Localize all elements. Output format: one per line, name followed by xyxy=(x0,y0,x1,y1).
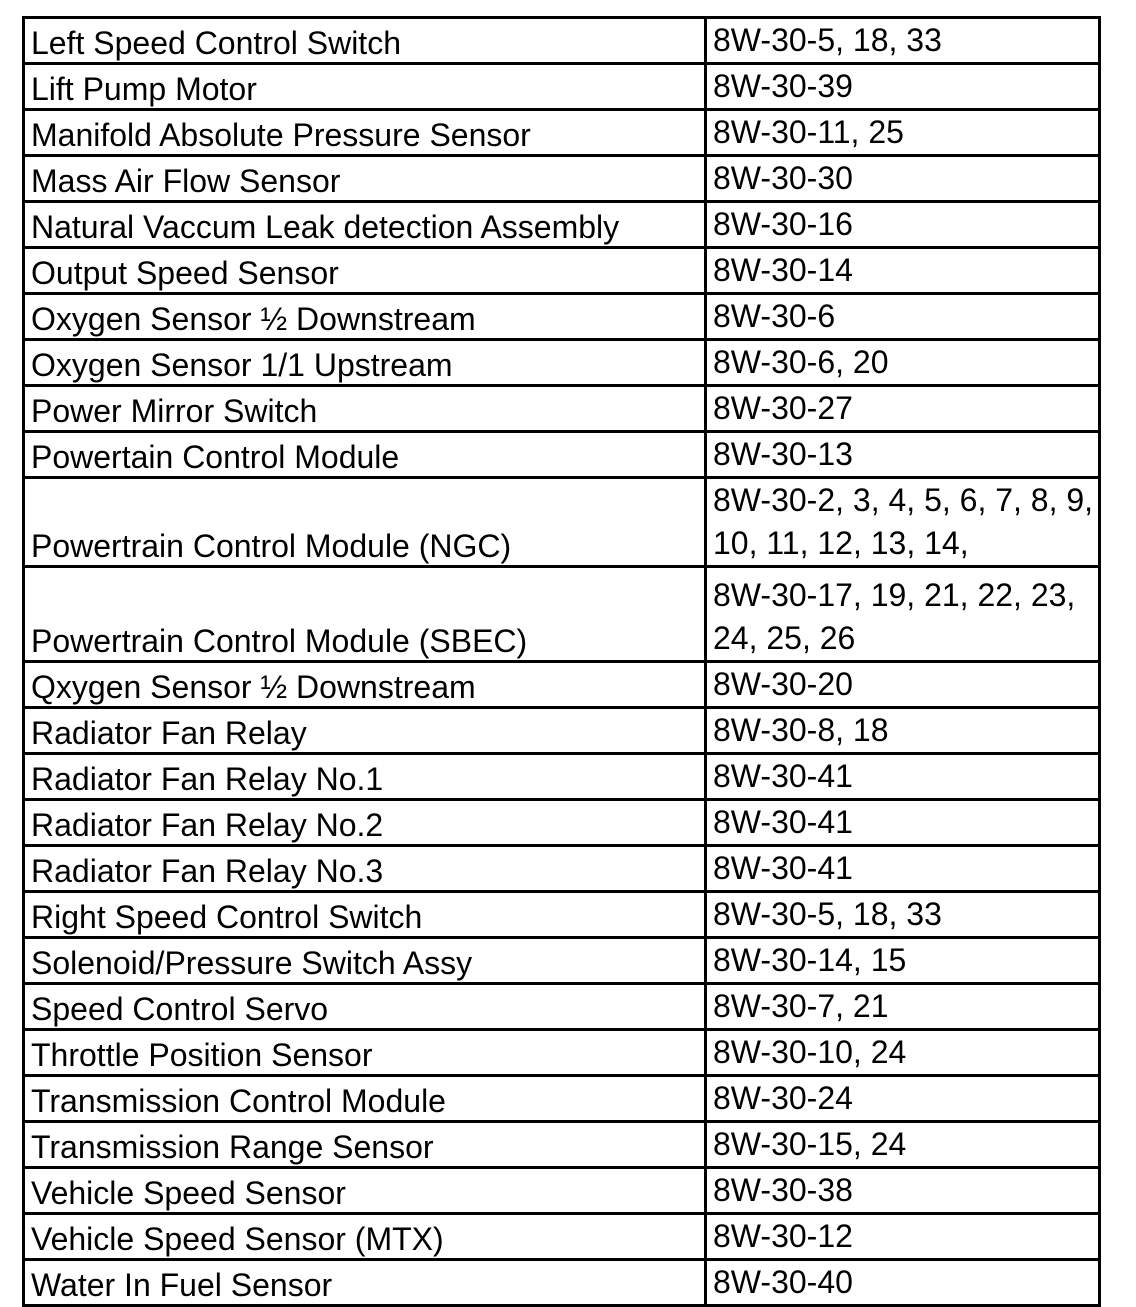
page-reference: 8W-30-15, 24 xyxy=(706,1122,1100,1168)
table-row xyxy=(24,478,1100,567)
table-row xyxy=(24,984,1100,1030)
page-reference: 8W-30-12 xyxy=(706,1214,1100,1260)
table-row xyxy=(24,1168,1100,1214)
table-row xyxy=(24,567,1100,662)
table-row xyxy=(24,340,1100,386)
component-name: Left Speed Control Switch xyxy=(24,18,706,64)
page-reference: 8W-30-14, 15 xyxy=(706,938,1100,984)
table-row xyxy=(24,156,1100,202)
component-name: Powertain Control Module xyxy=(24,432,706,478)
table-row xyxy=(24,432,1100,478)
page-reference: 8W-30-27 xyxy=(706,386,1100,432)
component-name: Vehicle Speed Sensor (MTX) xyxy=(24,1214,706,1260)
component-name: Qxygen Sensor ½ Downstream xyxy=(24,662,706,708)
component-name: Transmission Control Module xyxy=(24,1076,706,1122)
table-row xyxy=(24,1076,1100,1122)
component-name: Solenoid/Pressure Switch Assy xyxy=(24,938,706,984)
table-row xyxy=(24,110,1100,156)
component-name: Radiator Fan Relay xyxy=(24,708,706,754)
table-row xyxy=(24,1122,1100,1168)
component-name: Radiator Fan Relay No.1 xyxy=(24,754,706,800)
component-name: Oxygen Sensor 1/1 Upstream xyxy=(24,340,706,386)
component-name: Manifold Absolute Pressure Sensor xyxy=(24,110,706,156)
table-row xyxy=(24,708,1100,754)
table-row xyxy=(24,662,1100,708)
component-name: Powertrain Control Module (NGC) xyxy=(24,478,706,567)
page-reference: 8W-30-24 xyxy=(706,1076,1100,1122)
page-reference: 8W-30-7, 21 xyxy=(706,984,1100,1030)
page-reference: 8W-30-17, 19, 21, 22, 23, 24, 25, 26 xyxy=(706,567,1100,662)
component-name: Oxygen Sensor ½ Downstream xyxy=(24,294,706,340)
component-index-table xyxy=(22,16,1101,1307)
component-name: Lift Pump Motor xyxy=(24,64,706,110)
table-row xyxy=(24,248,1100,294)
table-row xyxy=(24,294,1100,340)
page-reference: 8W-30-20 xyxy=(706,662,1100,708)
component-name: Power Mirror Switch xyxy=(24,386,706,432)
page-reference: 8W-30-14 xyxy=(706,248,1100,294)
page-reference: 8W-30-5, 18, 33 xyxy=(706,892,1100,938)
page-reference: 8W-30-41 xyxy=(706,800,1100,846)
page-reference: 8W-30-13 xyxy=(706,432,1100,478)
component-name: Radiator Fan Relay No.2 xyxy=(24,800,706,846)
page-reference: 8W-30-11, 25 xyxy=(706,110,1100,156)
component-name: Natural Vaccum Leak detection Assembly xyxy=(24,202,706,248)
component-name: Water In Fuel Sensor xyxy=(24,1260,706,1306)
page-reference: 8W-30-10, 24 xyxy=(706,1030,1100,1076)
page-reference: 8W-30-41 xyxy=(706,754,1100,800)
component-name: Powertrain Control Module (SBEC) xyxy=(24,567,706,662)
table-row xyxy=(24,754,1100,800)
table-row xyxy=(24,386,1100,432)
component-name: Right Speed Control Switch xyxy=(24,892,706,938)
component-name: Throttle Position Sensor xyxy=(24,1030,706,1076)
page-reference: 8W-30-39 xyxy=(706,64,1100,110)
component-name: Mass Air Flow Sensor xyxy=(24,156,706,202)
page-reference: 8W-30-16 xyxy=(706,202,1100,248)
component-name: Speed Control Servo xyxy=(24,984,706,1030)
table-row xyxy=(24,938,1100,984)
component-name: Transmission Range Sensor xyxy=(24,1122,706,1168)
page-reference: 8W-30-2, 3, 4, 5, 6, 7, 8, 9, 10, 11, 12, 13, 14, xyxy=(706,478,1100,567)
table-row xyxy=(24,202,1100,248)
table-row xyxy=(24,64,1100,110)
page-reference: 8W-30-41 xyxy=(706,846,1100,892)
table-row xyxy=(24,892,1100,938)
table-row xyxy=(24,18,1100,64)
component-name: Vehicle Speed Sensor xyxy=(24,1168,706,1214)
page-reference: 8W-30-8, 18 xyxy=(706,708,1100,754)
table-row xyxy=(24,846,1100,892)
component-name: Radiator Fan Relay No.3 xyxy=(24,846,706,892)
page-reference: 8W-30-6 xyxy=(706,294,1100,340)
page-reference: 8W-30-40 xyxy=(706,1260,1100,1306)
page-reference: 8W-30-5, 18, 33 xyxy=(706,18,1100,64)
table-row xyxy=(24,1260,1100,1306)
page-reference: 8W-30-38 xyxy=(706,1168,1100,1214)
table-row xyxy=(24,800,1100,846)
table-row xyxy=(24,1214,1100,1260)
page-reference: 8W-30-6, 20 xyxy=(706,340,1100,386)
table-row xyxy=(24,1030,1100,1076)
page-reference: 8W-30-30 xyxy=(706,156,1100,202)
component-name: Output Speed Sensor xyxy=(24,248,706,294)
